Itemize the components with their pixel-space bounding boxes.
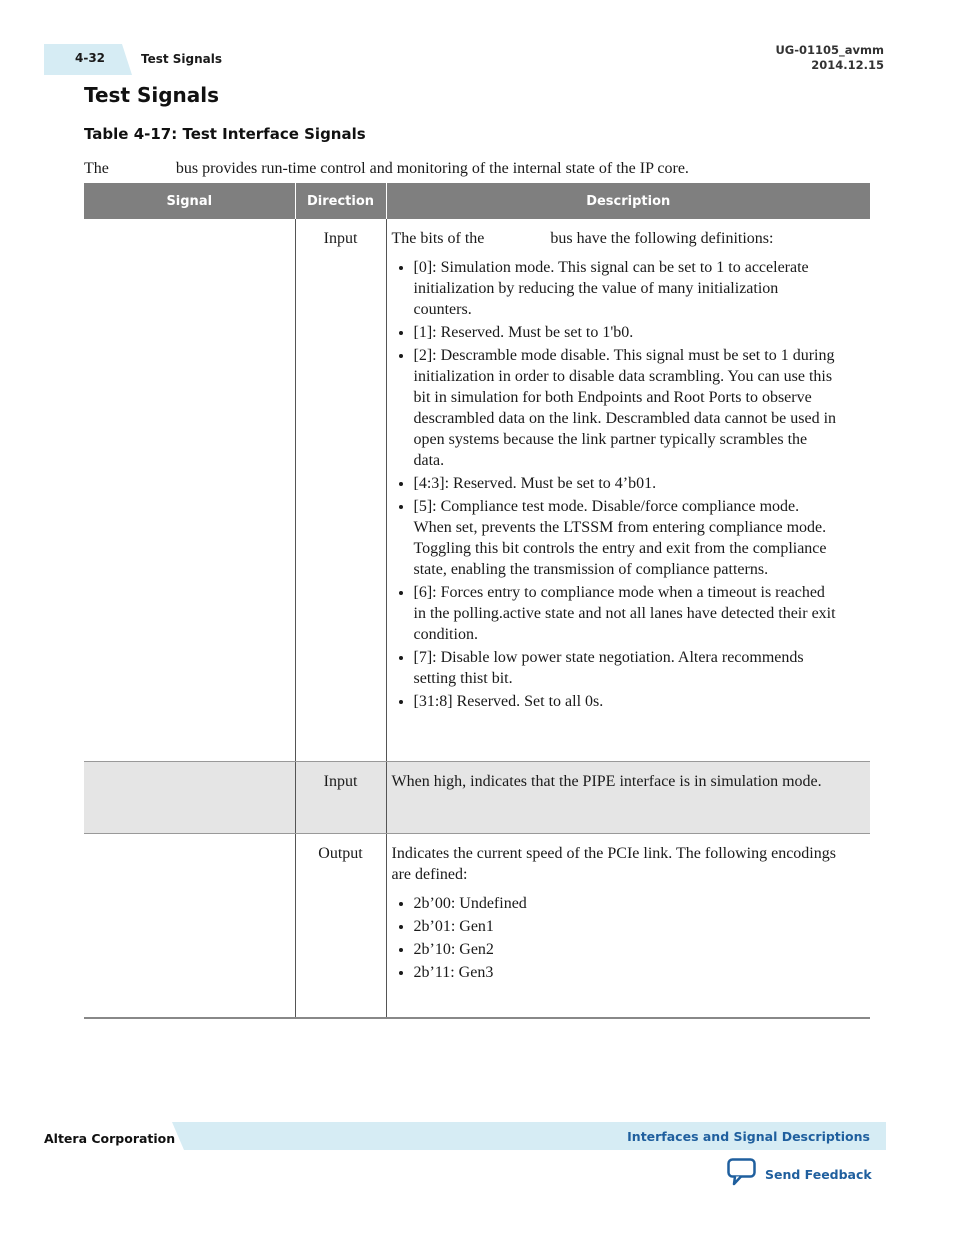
document-id: [775, 43, 884, 73]
list-item: • [6]: Forces entry to compliance mode when a timeout is reached in the polling.active state and not all lanes have detected their exit condition.: [414, 582, 839, 645]
intro-paragraph: [84, 160, 689, 178]
encoding-list: [392, 893, 839, 983]
desc-after: bus have the following definitions:: [550, 230, 774, 247]
description-cell: [386, 219, 870, 762]
intro-before: The: [84, 160, 109, 177]
signal-cell: [84, 834, 295, 1019]
description-intro: [392, 228, 839, 249]
bit-definition-list: [392, 257, 839, 712]
test-interface-signals-table: [84, 183, 870, 1019]
direction-cell: Input: [295, 762, 386, 834]
description-text: When high, indicates that the PIPE interface is in simulation mode.: [391, 773, 822, 790]
column-header-description: Description: [386, 183, 870, 219]
list-item: • [5]: Compliance test mode. Disable/force compliance mode. When set, prevents the LTSSM from entering compliance mode. Toggling this bit controls the entry and exit from the compliance state, enabling the transmission of compliance patterns.: [414, 496, 839, 580]
doc-id-text: UG-01105_avmm: [775, 43, 884, 57]
speech-bubble-icon[interactable]: [727, 1158, 757, 1191]
doc-date: 2014.12.15: [811, 58, 884, 72]
signal-cell: [84, 219, 295, 762]
list-item: • [4:3]: Reserved. Must be set to 4’b01.: [414, 473, 839, 494]
footer-company: Altera Corporation: [44, 1131, 176, 1146]
column-header-direction: Direction: [295, 183, 386, 219]
list-item: • 2b’11: Gen3: [414, 962, 839, 983]
table-header-row: [84, 183, 870, 219]
description-text: Indicates the current speed of the PCIe link. The following encodings are defined:: [391, 845, 836, 883]
description-cell: [386, 834, 870, 1019]
send-feedback-link[interactable]: [727, 1158, 872, 1191]
table-row: [84, 762, 870, 834]
page-number: 4-32: [75, 51, 106, 65]
table-row: [84, 219, 870, 762]
list-item: • [31:8] Reserved. Set to all 0s.: [414, 691, 839, 712]
table-row: [84, 834, 870, 1019]
list-item: • 2b’10: Gen2: [414, 939, 839, 960]
signal-cell: [84, 762, 295, 834]
list-item: • [0]: Simulation mode. This signal can be set to 1 to accelerate initialization by reducing the value of many initialization counters.: [414, 257, 839, 320]
list-item: • [2]: Descramble mode disable. This signal must be set to 1 during initialization in order to disable data scrambling. You can use this bit in simulation for both Endpoints and Root Ports to observe descrambled data on the link. Descrambled data cannot be used in open systems because the link partner typically scrambles the data.: [414, 345, 839, 471]
list-item: • 2b’01: Gen1: [414, 916, 839, 937]
footer-chapter-link[interactable]: Interfaces and Signal Descriptions: [627, 1129, 870, 1144]
header-section-title: Test Signals: [141, 52, 223, 66]
column-header-signal: Signal: [84, 183, 295, 219]
list-item: • [7]: Disable low power state negotiation. Altera recommends setting thist bit.: [414, 647, 839, 689]
description-cell: [386, 762, 870, 834]
send-feedback-label[interactable]: Send Feedback: [765, 1167, 872, 1182]
list-item: • 2b’00: Undefined: [414, 893, 839, 914]
list-item: • [1]: Reserved. Must be set to 1'b0.: [414, 322, 839, 343]
section-title: Test Signals: [84, 83, 220, 107]
direction-cell: Input: [295, 219, 386, 762]
desc-before: The bits of the: [391, 230, 485, 247]
table-caption: Table 4-17: Test Interface Signals: [84, 125, 366, 143]
intro-after: bus provides run-time control and monitoring of the internal state of the IP core.: [175, 160, 689, 177]
direction-cell: Output: [295, 834, 386, 1019]
